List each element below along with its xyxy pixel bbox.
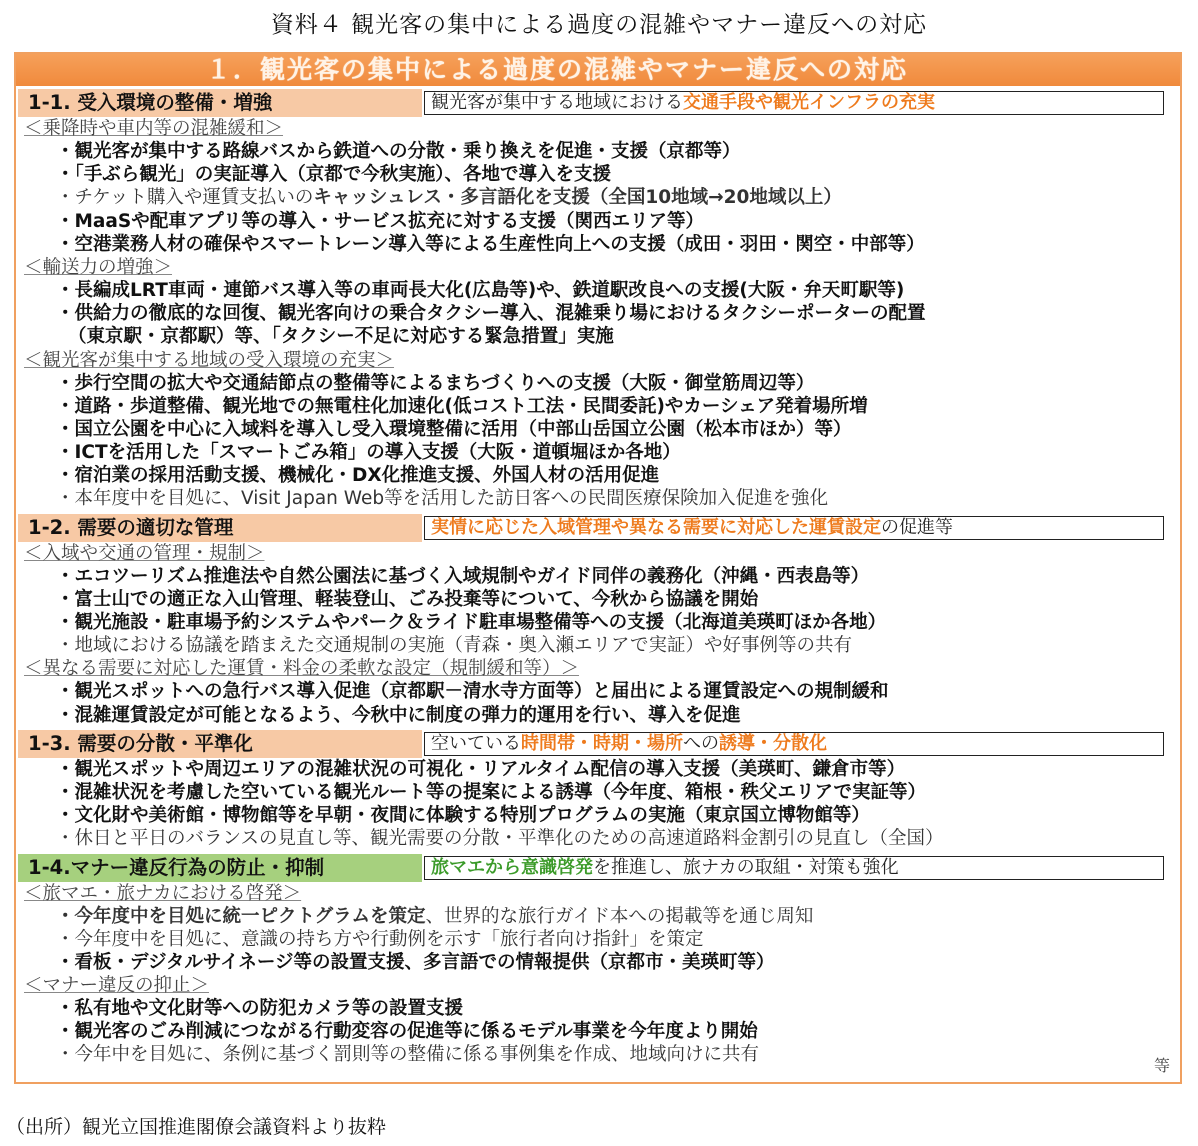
- list-item: ・今年度中を目処に、意識の持ち方や行動例を示す「旅行者向け指針」を策定: [56, 928, 704, 950]
- list-item: ・供給力の徹底的な回復、観光客向けの乗合タクシー導入、混雑乗り場におけるタクシーポーターの配置: [56, 303, 926, 325]
- list-item: ・空港業務人材の確保やスマートレーン導入等による生産性向上への支援（成田・羽田・関空・中部等）: [56, 233, 925, 255]
- section-1-3-title: 1-3. 需要の分散・平準化: [18, 730, 422, 758]
- subheading: ＜乗降時や車内等の混雑緩和＞: [24, 118, 284, 139]
- list-item: ・看板・デジタルサイネージ等の設置支援、多言語での情報提供（京都市・美瑛町等）: [56, 951, 775, 973]
- list-item: [16, 905, 1180, 928]
- item-text: ・チケット購入や運賃支払いの: [56, 187, 314, 209]
- list-item: ・混雑状況を考慮した空いている観光ルート等の提案による誘導（今年度、箱根・秩父エリアで実証等）: [56, 781, 927, 803]
- summary-text: への: [683, 732, 719, 754]
- section-1-1-summary: [424, 91, 1164, 115]
- section-1-1-header: [16, 89, 1180, 117]
- section-1-3-summary: [424, 732, 1164, 756]
- list-item: [16, 186, 1180, 209]
- list-item: ・今年中を目処に、条例に基づく罰則等の整備に係る事例集を作成、地域向けに共有: [56, 1044, 760, 1066]
- section-1-1-title: 1-1. 受入環境の整備・増強: [18, 89, 422, 117]
- subheading: ＜輸送力の増強＞: [24, 256, 173, 278]
- summary-highlight: 交通手段や観光インフラの充実: [683, 92, 935, 113]
- section-1-2-summary: [424, 516, 1164, 540]
- section-1-4-summary: [424, 856, 1164, 880]
- list-item: ・国立公園を中心に入域料を導入し受入環境整備に活用（中部山岳国立公園（松本市ほか）等）: [56, 418, 852, 440]
- document-title: 資料４ 観光客の集中による過度の混雑やマナー違反への対応: [270, 12, 928, 38]
- list-item: ・私有地や文化財等への防犯カメラ等の設置支援: [56, 998, 464, 1020]
- list-item: ・観光客が集中する路線バスから鉄道への分散・乗り換えを促進・支援（京都等）: [56, 141, 741, 162]
- list-item: ・観光施設・駐車場予約システムやパーク＆ライド駐車場整備等への支援（北海道美瑛町ほか各地）: [56, 612, 887, 633]
- list-item: ・混雑運賃設定が可能となるよう、今秋中に制度の弾力的運用を行い、導入を促進: [56, 704, 741, 726]
- item-text: 、世界的な旅行ガイド本への掲載等を通じ周知: [425, 905, 814, 927]
- list-item: ・観光客のごみ削減につながる行動変容の促進等に係るモデル事業を今年度より開始: [56, 1021, 758, 1043]
- subheading: ＜観光客が集中する地域の受入環境の充実＞: [24, 349, 395, 371]
- list-item: ・道路・歩道整備、観光地での無電柱化加速化(低コスト工法・民間委託)やカーシェア発着場所増: [56, 395, 868, 417]
- list-item: ・本年度中を目処に、Visit Japan Web等を活用した訪日客への民間医療保険加入促進を強化: [56, 488, 829, 510]
- content-frame: [14, 52, 1182, 1084]
- list-item: ・観光スポットや周辺エリアの混雑状況の可視化・リアルタイム配信の導入支援（美瑛町、鎌倉市等）: [56, 758, 906, 780]
- section-1-4-title: 1-4.マナー違反行為の防止・抑制: [18, 854, 422, 882]
- list-item: ・長編成LRT車両・連節バス導入等の車両長大化(広島等)や、鉄道駅改良への支援(大阪・弁天町駅等): [56, 279, 905, 301]
- section-1-4-header: [16, 854, 1180, 882]
- item-text-bold: ・今年度中を目処に統一ピクトグラムを策定: [56, 905, 426, 927]
- section-1-3-header: [16, 730, 1180, 758]
- summary-highlight: 時間帯・時期・場所: [521, 732, 683, 754]
- subheading: ＜入域や交通の管理・規制＞: [24, 542, 265, 564]
- list-item: ・エコツーリズム推進法や自然公園法に基づく入域規制やガイド同伴の義務化（沖縄・西表島等）: [56, 565, 870, 587]
- summary-highlight: 誘導・分散化: [719, 732, 827, 754]
- list-item: ・地域における協議を踏まえた交通規制の実施（青森・奥入瀬エリアで実証）や好事例等の共有: [56, 635, 853, 657]
- list-item: ・休日と平日のバランスの見直し等、観光需要の分散・平準化のための高速道路料金割引の見直し（全国）: [56, 828, 944, 850]
- section-1-2-header: [16, 514, 1180, 542]
- summary-text: の促進等: [881, 516, 953, 538]
- list-item: ・「手ぶら観光」の実証導入（京都で今秋実施）、各地で導入を支援: [56, 164, 612, 186]
- summary-text: を推進し、旅ナカの取組・対策も強化: [593, 856, 899, 878]
- list-item: ・富士山での適正な入山管理、軽装登山、ごみ投棄等について、今秋から協議を開始: [56, 588, 759, 610]
- summary-highlight: 旅マエから意識啓発: [431, 856, 593, 878]
- summary-text: 空いている: [431, 732, 521, 754]
- subheading: ＜マナー違反の抑止＞: [24, 975, 210, 997]
- main-banner: １．観光客の集中による過度の混雑やマナー違反への対応: [16, 54, 1180, 86]
- etc-note: 等: [1153, 1056, 1170, 1075]
- summary-text: 観光客が集中する地域における: [431, 92, 683, 113]
- list-item: ・MaaSや配車アプリ等の導入・サービス拡充に対する支援（関西エリア等）: [56, 210, 704, 232]
- list-item: ・宿泊業の採用活動支援、機械化・DX化推進支援、外国人材の活用促進: [56, 465, 660, 487]
- subheading: ＜旅マエ・旅ナカにおける啓発＞: [24, 882, 302, 904]
- item-text-bold: キャッシュレス・多言語化を支援（全国10地域→20地域以上）: [313, 187, 842, 209]
- summary-highlight: 実情に応じた入域管理や異なる需要に対応した運賃設定: [431, 516, 881, 538]
- list-item: （東京駅・京都駅）等、「タクシー不足に対応する緊急措置」実施: [68, 326, 614, 348]
- list-item: ・文化財や美術館・博物館等を早朝・夜間に体験する特別プログラムの実施（東京国立博物館等）: [56, 805, 870, 827]
- section-1-2-title: 1-2. 需要の適切な管理: [18, 514, 422, 542]
- list-item: ・ICTを活用した「スマートごみ箱」の導入支援（大阪・道頓堀ほか各地）: [56, 442, 681, 464]
- list-item: ・観光スポットへの急行バス導入促進（京都駅－清水寺方面等）と届出による運賃設定への規制緩和: [56, 681, 889, 703]
- source-note: （出所）観光立国推進閣僚会議資料より抜粋: [6, 1116, 387, 1138]
- subheading: ＜異なる需要に対応した運賃・料金の柔軟な設定（規制緩和等）＞: [24, 658, 580, 680]
- list-item: ・歩行空間の拡大や交通結節点の整備等によるまちづくりへの支援（大阪・御堂筋周辺等）: [56, 372, 815, 394]
